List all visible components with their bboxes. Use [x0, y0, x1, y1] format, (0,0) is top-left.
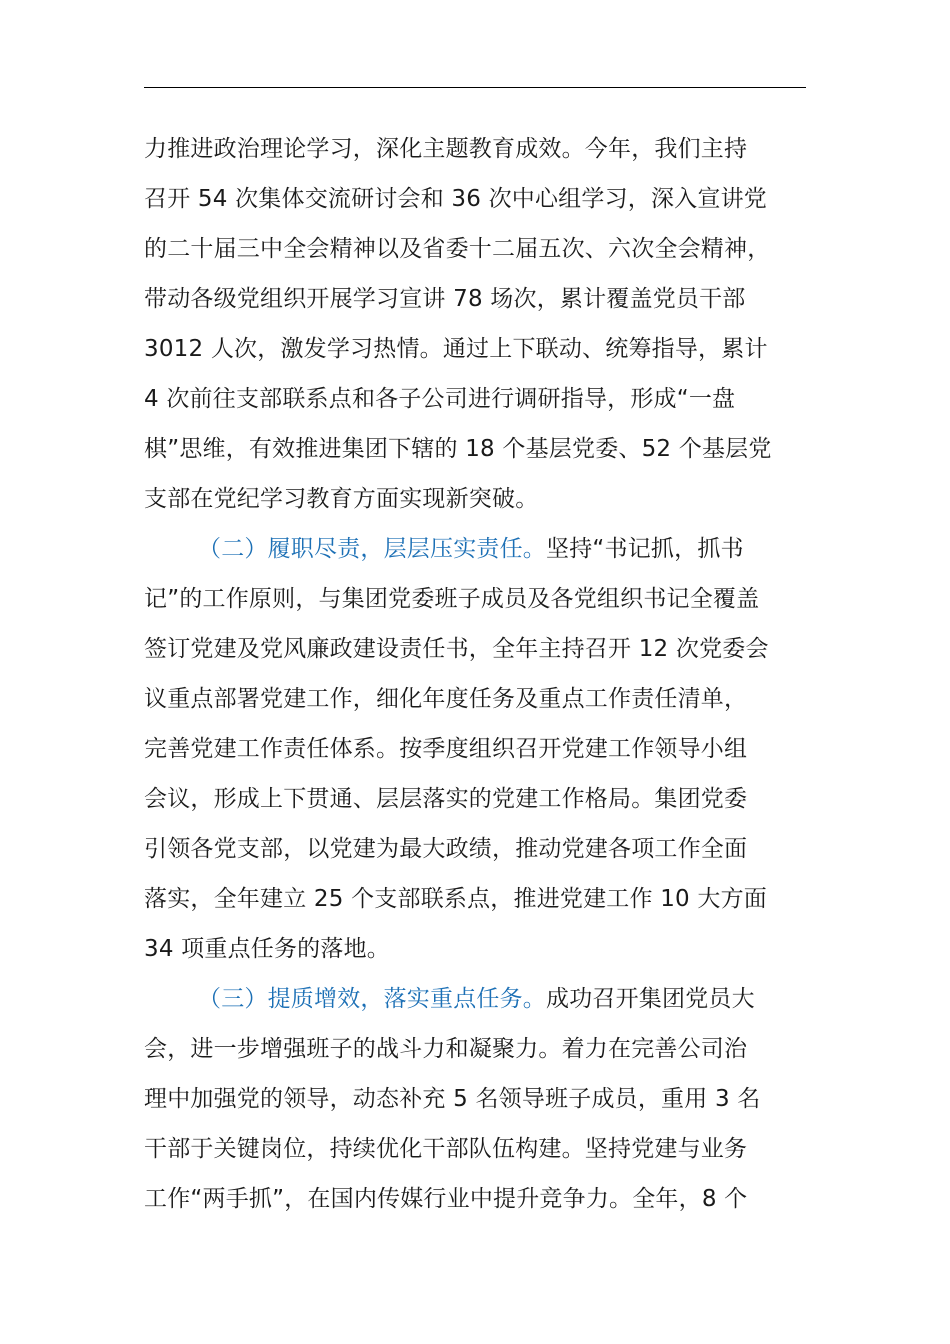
section-heading-2: （二）履职尽责，层层压实责任。	[198, 536, 546, 562]
text-line: 工作“两手抓”，在国内传媒行业中提升竞争力。全年，8 个	[144, 1186, 748, 1212]
text-line: 的二十届三中全会精神以及省委十二届五次、六次全会精神，	[144, 236, 771, 262]
text-line: 棋”思维，有效推进集团下辖的 18 个基层党委、52 个基层党	[144, 436, 772, 462]
document-body	[144, 124, 808, 1224]
text-line: 会议，形成上下贯通、层层落实的党建工作格局。集团党委	[144, 786, 748, 812]
text-line: 签订党建及党风廉政建设责任书，全年主持召开 12 次党委会	[144, 636, 769, 662]
text-line: 召开 54 次集体交流研讨会和 36 次中心组学习，深入宣讲党	[144, 186, 767, 212]
text-line: 带动各级党组织开展学习宣讲 78 场次，累计覆盖党员干部	[144, 286, 746, 312]
text-line: 力推进政治理论学习，深化主题教育成效。今年，我们主持	[144, 136, 748, 162]
text-run: 成功召开集团党员大	[546, 986, 755, 1012]
text-line: 引领各党支部，以党建为最大政绩，推动党建各项工作全面	[144, 836, 748, 862]
paragraph-3	[144, 974, 808, 1224]
paragraph-first-line	[144, 974, 808, 1024]
text-line: 3012 人次，激发学习热情。通过上下联动、统筹指导，累计	[144, 336, 768, 362]
paragraph-first-line	[144, 524, 808, 574]
text-line: 落实，全年建立 25 个支部联系点，推进党建工作 10 大方面	[144, 886, 767, 912]
section-heading-3: （三）提质增效，落实重点任务。	[198, 986, 546, 1012]
text-line: 支部在党纪学习教育方面实现新突破。	[144, 486, 539, 512]
header-rule	[144, 87, 806, 88]
text-line: 完善党建工作责任体系。按季度组织召开党建工作领导小组	[144, 736, 748, 762]
text-line: 议重点部署党建工作，细化年度任务及重点工作责任清单，	[144, 686, 748, 712]
text-line: 34 项重点任务的落地。	[144, 936, 390, 962]
text-line: 理中加强党的领导，动态补充 5 名领导班子成员，重用 3 名	[144, 1086, 761, 1112]
text-run: 坚持“书记抓，抓书	[546, 536, 744, 562]
text-line: 记”的工作原则，与集团党委班子成员及各党组织书记全覆盖	[144, 586, 760, 612]
text-line: 干部于关键岗位，持续优化干部队伍构建。坚持党建与业务	[144, 1136, 748, 1162]
paragraph-2	[144, 524, 808, 974]
text-line: 会，进一步增强班子的战斗力和凝聚力。着力在完善公司治	[144, 1036, 748, 1062]
text-line: 4 次前往支部联系点和各子公司进行调研指导，形成“一盘	[144, 386, 736, 412]
paragraph-1	[144, 124, 808, 524]
